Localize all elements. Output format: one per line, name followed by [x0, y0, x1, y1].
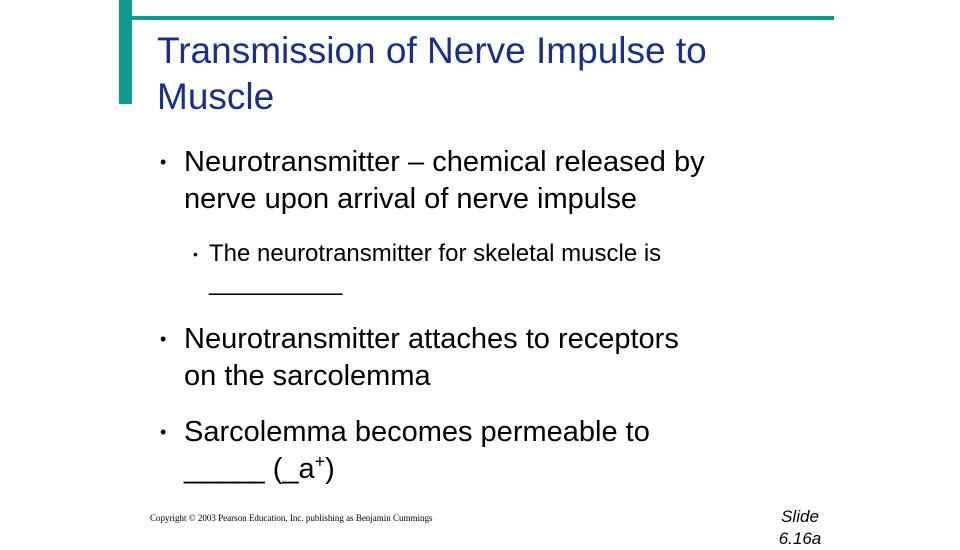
title-accent-bar-vertical: [119, 0, 132, 104]
title-accent-bar-horizontal: [132, 16, 834, 20]
sub-bullet-skeletal-muscle-neurotransmitter: [193, 236, 662, 272]
slide-title-line-1: Transmission of Nerve Impulse to: [157, 30, 707, 71]
slide-number-label: Slide: [781, 507, 819, 526]
slide-number-value: 6.16a: [778, 529, 822, 548]
slide-title-line-2: Muscle: [157, 76, 275, 117]
bullet-text-line-1: Sarcolemma becomes permeable to: [184, 416, 650, 448]
bullet-text-line-2: nerve upon arrival of nerve impulse: [184, 183, 637, 215]
ion-charge-superscript: +: [314, 451, 326, 472]
ion-blank-suffix: ): [325, 453, 335, 485]
bullet-dot-icon: •: [160, 329, 167, 349]
bullet-receptor-attachment: [160, 321, 844, 395]
fill-in-blank: __________: [209, 269, 343, 296]
bullet-sarcolemma-permeability: [160, 414, 844, 488]
bullet-text-line-2: [184, 453, 335, 485]
bullet-text-line-1: Neurotransmitter – chemical released by: [184, 146, 705, 178]
bullet-text-line-1: Neurotransmitter attaches to receptors: [184, 323, 679, 355]
ion-blank-prefix: _____ (_a: [184, 453, 315, 485]
bullet-dot-icon: •: [160, 152, 167, 172]
copyright-notice: Copyright © 2003 Pearson Education, Inc. publishing as Benjamin Cummings: [150, 513, 433, 523]
bullet-dot-icon: •: [160, 422, 167, 442]
slide-number: [770, 506, 830, 550]
sub-bullet-text: The neurotransmitter for skeletal muscle is: [209, 240, 662, 267]
slide-title: [157, 28, 837, 120]
bullet-text-line-2: on the sarcolemma: [184, 360, 431, 392]
bullet-neurotransmitter-definition: [160, 144, 844, 218]
sub-bullet-dot-icon: •: [193, 246, 198, 262]
